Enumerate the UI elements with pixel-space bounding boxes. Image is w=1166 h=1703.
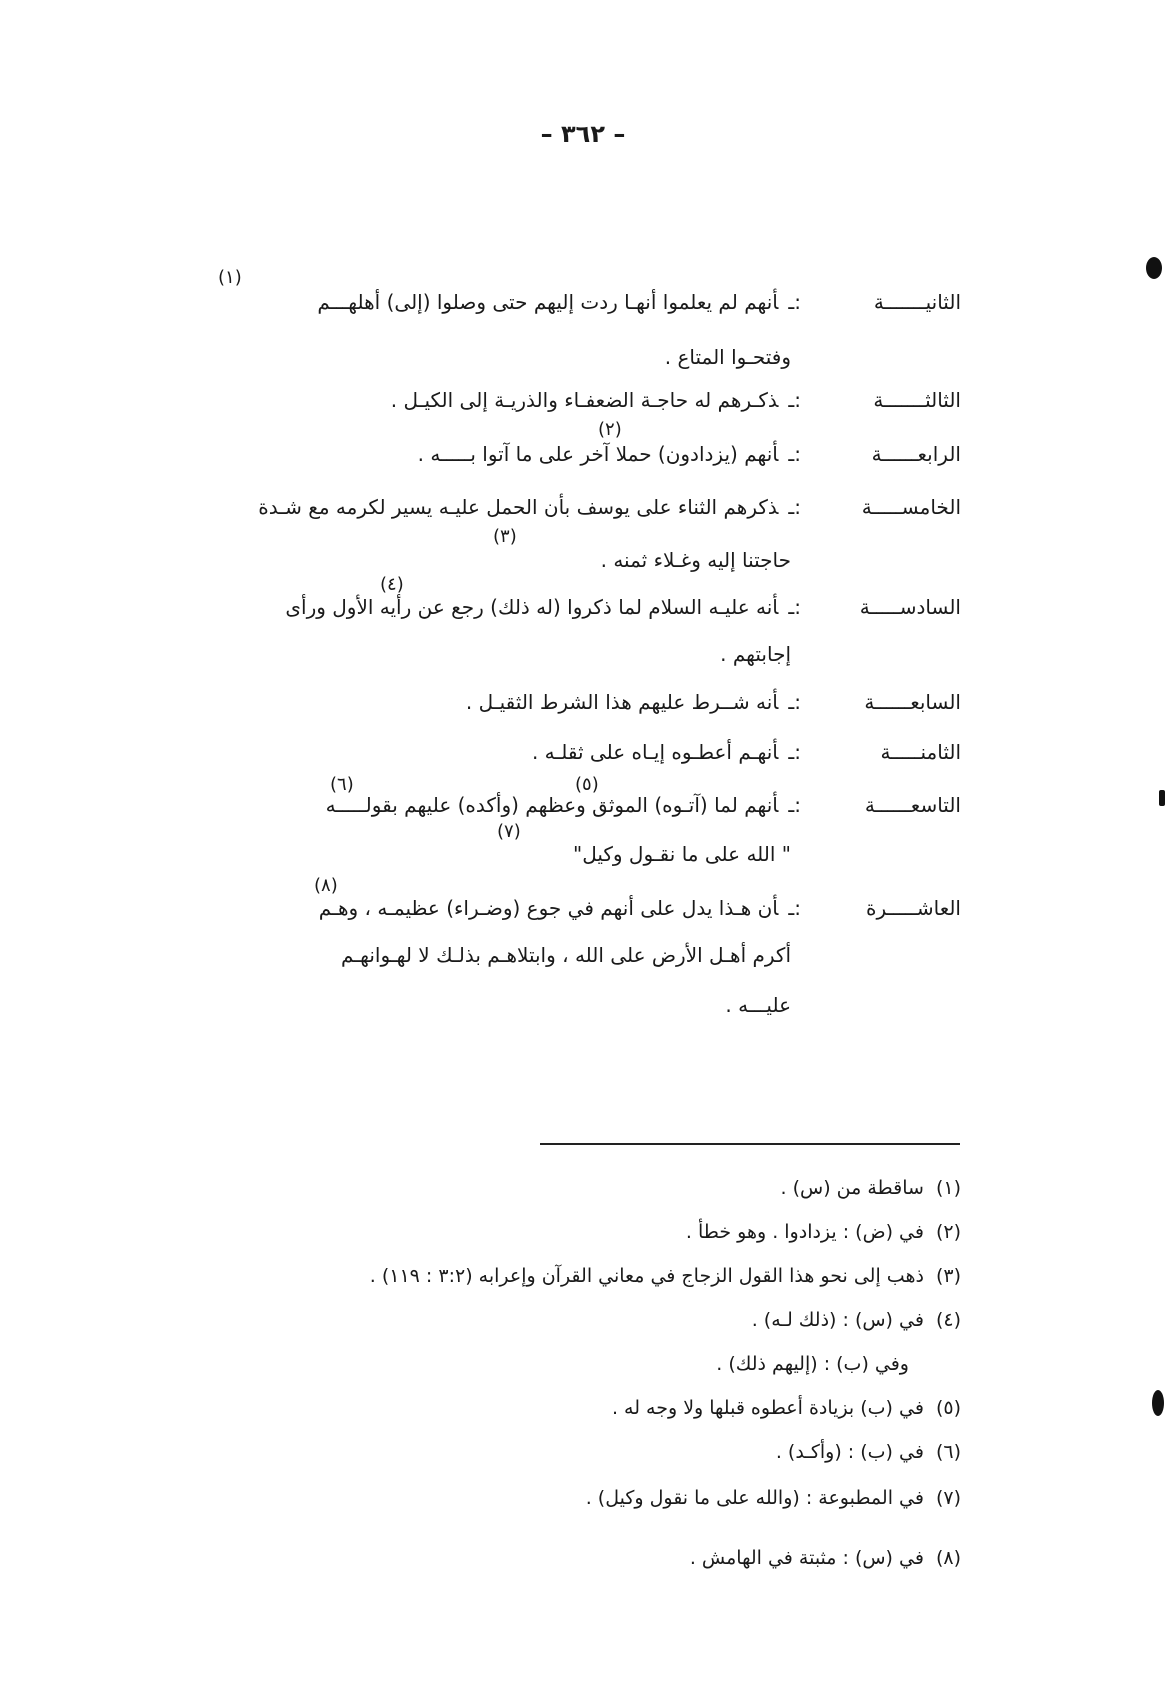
- entry-line: [466, 688, 961, 716]
- footnote: [612, 1395, 961, 1421]
- footnote-marker: (٢): [598, 419, 622, 440]
- footnote-number: (٨): [935, 1547, 961, 1569]
- entry-label: الرابعــــــة: [871, 442, 961, 466]
- footnote-marker: (٥): [575, 774, 599, 795]
- entry-label: الخامســـــة: [861, 495, 961, 519]
- entry-line: [418, 440, 961, 468]
- footnote-number: (٣): [935, 1265, 961, 1287]
- entry-separator: :ـ: [788, 595, 801, 619]
- entry-line: [285, 593, 961, 621]
- entry-label: الثالثـــــــة: [873, 388, 961, 412]
- footnote: [686, 1219, 961, 1245]
- entry-text: أنه عليـه السلام لما ذكروا (له ذلك) رجع عن رأيه الأول ورأى: [285, 595, 779, 619]
- footnote: [752, 1307, 961, 1333]
- footnote-text: في (س) : مثبتة في الهامش .: [689, 1547, 924, 1569]
- footnote-number: (٦): [935, 1441, 961, 1463]
- entry-continuation: " الله على ما نقـول وكيل": [573, 842, 791, 866]
- scan-mark: [1152, 1390, 1164, 1416]
- entry-continuation: وفتحـوا المتاع .: [664, 345, 791, 369]
- entry-separator: :ـ: [788, 290, 801, 314]
- footnote: [781, 1175, 961, 1201]
- entry-separator: :ـ: [788, 896, 801, 920]
- entry-text: أنه شــرط عليهم هذا الشرط الثقيـل .: [465, 690, 779, 714]
- entry-continuation: حاجتنا إليه وغـلاء ثمنه .: [600, 548, 791, 572]
- entry-separator: :ـ: [788, 388, 801, 412]
- footnote-marker: (٨): [314, 875, 338, 896]
- scan-mark: [1146, 257, 1162, 279]
- footnote: [776, 1439, 961, 1465]
- footnote-marker: (١): [218, 267, 242, 288]
- entry-label: السادســـــة: [859, 595, 961, 619]
- footnote-marker: (٣): [493, 526, 517, 547]
- page-number: – ٣٦٢ –: [540, 120, 626, 148]
- footnote: [586, 1485, 961, 1511]
- entry-line: [317, 288, 961, 316]
- footnote-text: في المطبوعة : (والله على ما نقول وكيل) .: [585, 1487, 924, 1509]
- entry-label: الثانيـــــــة: [873, 290, 961, 314]
- footnote: [690, 1545, 961, 1571]
- entry-text: أنهـم أعطـوه إيـاه على ثقلـه .: [531, 740, 779, 764]
- scan-mark: [1159, 790, 1165, 806]
- entry-text: أنهم (يزدادون) حملا آخر على ما آتوا بـــــه .: [417, 442, 779, 466]
- footnote-text: ساقطة من (س) .: [780, 1177, 924, 1199]
- footnote-number: (٢): [935, 1221, 961, 1243]
- footnote-number: (٧): [935, 1487, 961, 1509]
- entry-continuation: إجابتهم .: [720, 642, 791, 666]
- entry-text: أنهم لما (آتـوه) الموثق وعظهم (وأكده) عليهم بقولـــــه: [325, 793, 779, 817]
- entry-line: [391, 386, 961, 414]
- footnote-number: (٤): [935, 1309, 961, 1331]
- entry-text: أن هـذا يدل على أنهم في جوع (وضـراء) عظيمـه ، وهـم: [318, 896, 779, 920]
- entry-label: السابعــــــة: [864, 690, 961, 714]
- entry-label: الثامنـــــة: [880, 740, 961, 764]
- footnote-text: في (ب) بزيادة أعطوه قبلها ولا وجه له .: [611, 1397, 924, 1419]
- footnote-marker: (٦): [330, 774, 354, 795]
- entry-line: [258, 493, 961, 521]
- entry-text: ذكرهم الثناء على يوسف بأن الحمل عليـه يسير لكرمه مع شـدة: [258, 495, 779, 519]
- footnote-marker: (٤): [380, 574, 404, 595]
- entry-text: ذكـرهم له حاجـة الضعفـاء والذريـة إلى الكيـل .: [390, 388, 779, 412]
- footnote-number: (١): [935, 1177, 961, 1199]
- footnote: [716, 1351, 921, 1377]
- entry-label: التاسعــــــة: [864, 793, 961, 817]
- entry-text: أنهم لم يعلموا أنهـا ردت إليهم حتى وصلوا (إلى) أهلهـــم: [317, 290, 779, 314]
- entry-label: العاشـــــرة: [866, 896, 961, 920]
- entry-line: [532, 738, 961, 766]
- footnote-marker: (٧): [497, 821, 521, 842]
- entry-separator: :ـ: [788, 495, 801, 519]
- footnote-number: (٥): [935, 1397, 961, 1419]
- entry-separator: :ـ: [788, 793, 801, 817]
- entry-separator: :ـ: [788, 442, 801, 466]
- entry-continuation: أكرم أهـل الأرض على الله ، وابتلاهـم بذلـك لا لهـوانهـم: [340, 943, 791, 967]
- footnote-text: ذهب إلى نحو هذا القول الزجاج في معاني القرآن وإعرابه (٣:٢ : ١١٩) .: [369, 1265, 924, 1287]
- footnote-separator-rule: [540, 1143, 960, 1145]
- entry-separator: :ـ: [788, 740, 801, 764]
- entry-line: [319, 894, 961, 922]
- footnote-text: في (ض) : يزدادوا . وهو خطأ .: [685, 1221, 924, 1243]
- entry-line: [326, 791, 961, 819]
- footnote-text: وفي (ب) : (إليهم ذلك) .: [716, 1353, 909, 1375]
- entry-separator: :ـ: [788, 690, 801, 714]
- footnote-text: في (س) : (ذلك لـه) .: [751, 1309, 924, 1331]
- footnote-text: في (ب) : (وأكـد) .: [775, 1441, 924, 1463]
- entry-continuation: عليـــه .: [725, 993, 791, 1017]
- footnote: [370, 1263, 961, 1289]
